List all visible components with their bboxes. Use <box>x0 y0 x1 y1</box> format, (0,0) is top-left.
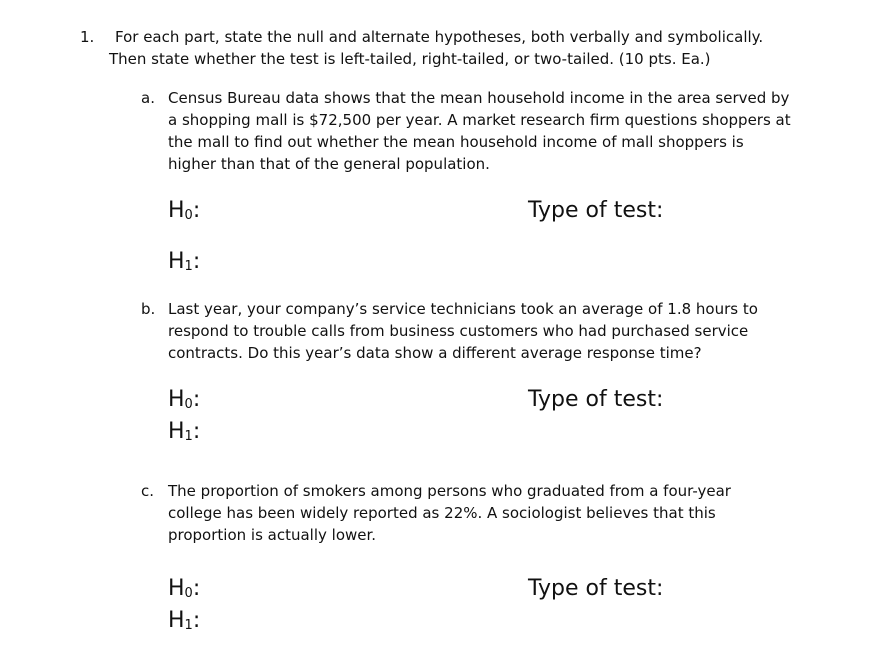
part-b-line-1: Last year, your company’s service technicians took an average of 1.8 hours to <box>168 300 758 318</box>
part-a-type-of-test-label: Type of test: <box>528 198 664 223</box>
h0-colon: : <box>192 576 201 601</box>
part-a-null-hypothesis-label <box>168 197 200 230</box>
part-b-null-hypothesis-label <box>168 386 200 419</box>
part-b-alternate-hypothesis-label <box>168 418 200 451</box>
question-number: 1. <box>80 28 95 46</box>
h0-letter: H <box>168 198 185 223</box>
part-a-line-4: higher than that of the general population. <box>168 155 490 173</box>
h0-letter: H <box>168 576 185 601</box>
h0-subscript: 0 <box>184 208 193 223</box>
part-b-line-3: contracts. Do this year’s data show a different average response time? <box>168 344 702 362</box>
part-a-text <box>168 87 858 175</box>
instruction-line-2: Then state whether the test is left-tailed, right-tailed, or two-tailed. (10 pts. Ea.) <box>109 50 711 68</box>
question-instructions <box>109 26 869 70</box>
h1-subscript: 1 <box>184 618 193 633</box>
h1-subscript: 1 <box>184 259 193 274</box>
part-a-line-3: the mall to find out whether the mean household income of mall shoppers is <box>168 133 744 151</box>
h1-subscript: 1 <box>184 429 193 444</box>
h1-colon: : <box>192 419 201 444</box>
part-c-letter: c. <box>141 482 155 500</box>
part-c-alternate-hypothesis-label <box>168 607 200 640</box>
part-c-text <box>168 480 858 546</box>
h1-colon: : <box>192 249 201 274</box>
part-b-letter: b. <box>141 300 156 318</box>
h0-colon: : <box>192 198 201 223</box>
h0-subscript: 0 <box>184 397 193 412</box>
h1-letter: H <box>168 249 185 274</box>
h0-colon: : <box>192 387 201 412</box>
instruction-line-1: For each part, state the null and alternate hypotheses, both verbally and symbolically. <box>115 28 764 46</box>
part-b-text <box>168 298 858 364</box>
part-c-type-of-test-label: Type of test: <box>528 576 664 601</box>
part-c-null-hypothesis-label <box>168 575 200 608</box>
part-a-line-1: Census Bureau data shows that the mean household income in the area served by <box>168 89 790 107</box>
part-a-letter: a. <box>141 89 155 107</box>
h1-letter: H <box>168 608 185 633</box>
h0-subscript: 0 <box>184 586 193 601</box>
part-c-line-2: college has been widely reported as 22%. A sociologist believes that this <box>168 504 716 522</box>
part-a-alternate-hypothesis-label <box>168 248 200 281</box>
part-a-line-2: a shopping mall is $72,500 per year. A market research firm questions shoppers at <box>168 111 791 129</box>
part-c-line-3: proportion is actually lower. <box>168 526 377 544</box>
part-c-line-1: The proportion of smokers among persons who graduated from a four-year <box>168 482 731 500</box>
part-b-type-of-test-label: Type of test: <box>528 387 664 412</box>
h0-letter: H <box>168 387 185 412</box>
part-b-line-2: respond to trouble calls from business customers who had purchased service <box>168 322 749 340</box>
h1-colon: : <box>192 608 201 633</box>
h1-letter: H <box>168 419 185 444</box>
